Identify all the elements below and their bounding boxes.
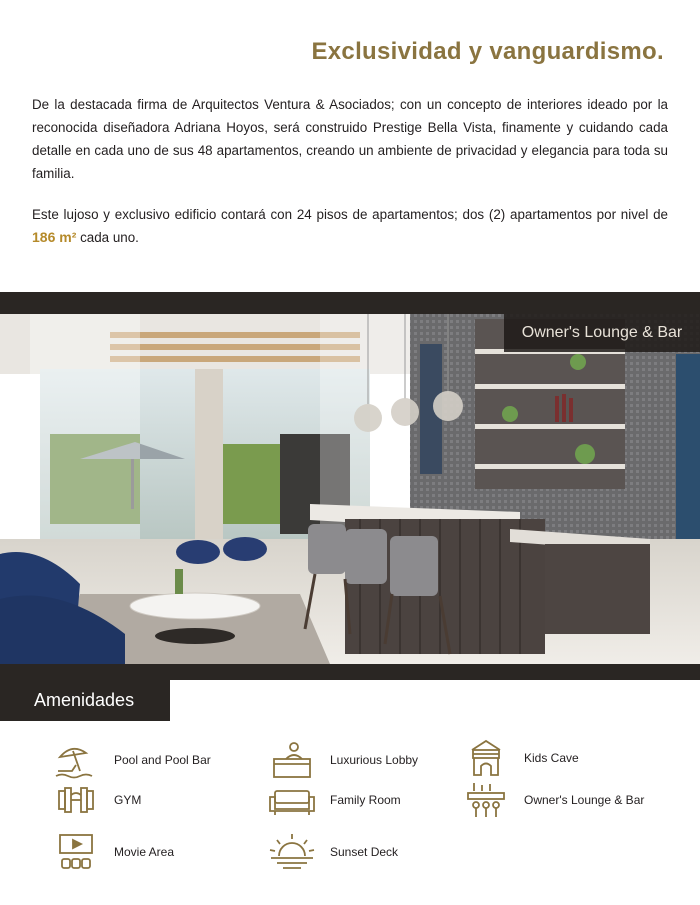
lobby-desk-icon [266,740,318,780]
lounge-photo [0,314,700,664]
amenity-label: Family Room [330,793,401,807]
sofa-icon [266,780,318,820]
photo-bottom-band [0,664,700,680]
intro-paragraph: De la destacada firma de Arquitectos Ventura & Asociados; con un concepto de interiores ideado por la reconocida diseñadora Adriana Hoyos, será construido Prestige Bella Vista, finamente y cuidando cada detalle en cada uno de sus 48 apartamentos, creando un ambiente de privacidad y elegancia para toda su familia. [32,97,668,181]
sunset-icon [266,832,318,872]
amenity-lobby [266,740,418,780]
amenity-pool [50,740,211,780]
bar-counter-icon [460,780,512,820]
amenity-kids-cave [460,738,579,778]
amenity-family-room [266,780,401,820]
amenity-label: Pool and Pool Bar [114,753,211,767]
amenity-sunset-deck [266,832,398,872]
photo-top-band [0,292,700,314]
amenity-gym [50,780,141,820]
building-paragraph [32,203,668,249]
photo-caption: Owner's Lounge & Bar [504,314,700,352]
building-text-end: cada uno. [76,230,139,245]
amenity-label: Kids Cave [524,751,579,765]
building-text: Este lujoso y exclusivo edificio contará con 24 pisos de apartamentos; dos (2) apartamentos por nivel de [32,207,668,222]
amenity-label: Movie Area [114,845,175,859]
dumbbell-icon [50,780,102,820]
amenities-heading: Amenidades [0,680,170,721]
amenity-label: GYM [114,793,142,807]
pool-umbrella-icon [50,740,102,780]
movie-screen-icon [50,832,102,872]
page-title: Exclusividad y vanguardismo. [311,38,664,65]
amenity-owners-lounge [460,780,644,820]
kids-playhouse-icon [460,738,512,778]
amenity-label: Owner's Lounge & Bar [524,793,645,807]
amenity-label: Luxurious Lobby [330,753,419,767]
amenity-label: Sunset Deck [330,845,399,859]
area-highlight: 186 m² [32,229,77,245]
amenity-movie-area [50,832,174,872]
